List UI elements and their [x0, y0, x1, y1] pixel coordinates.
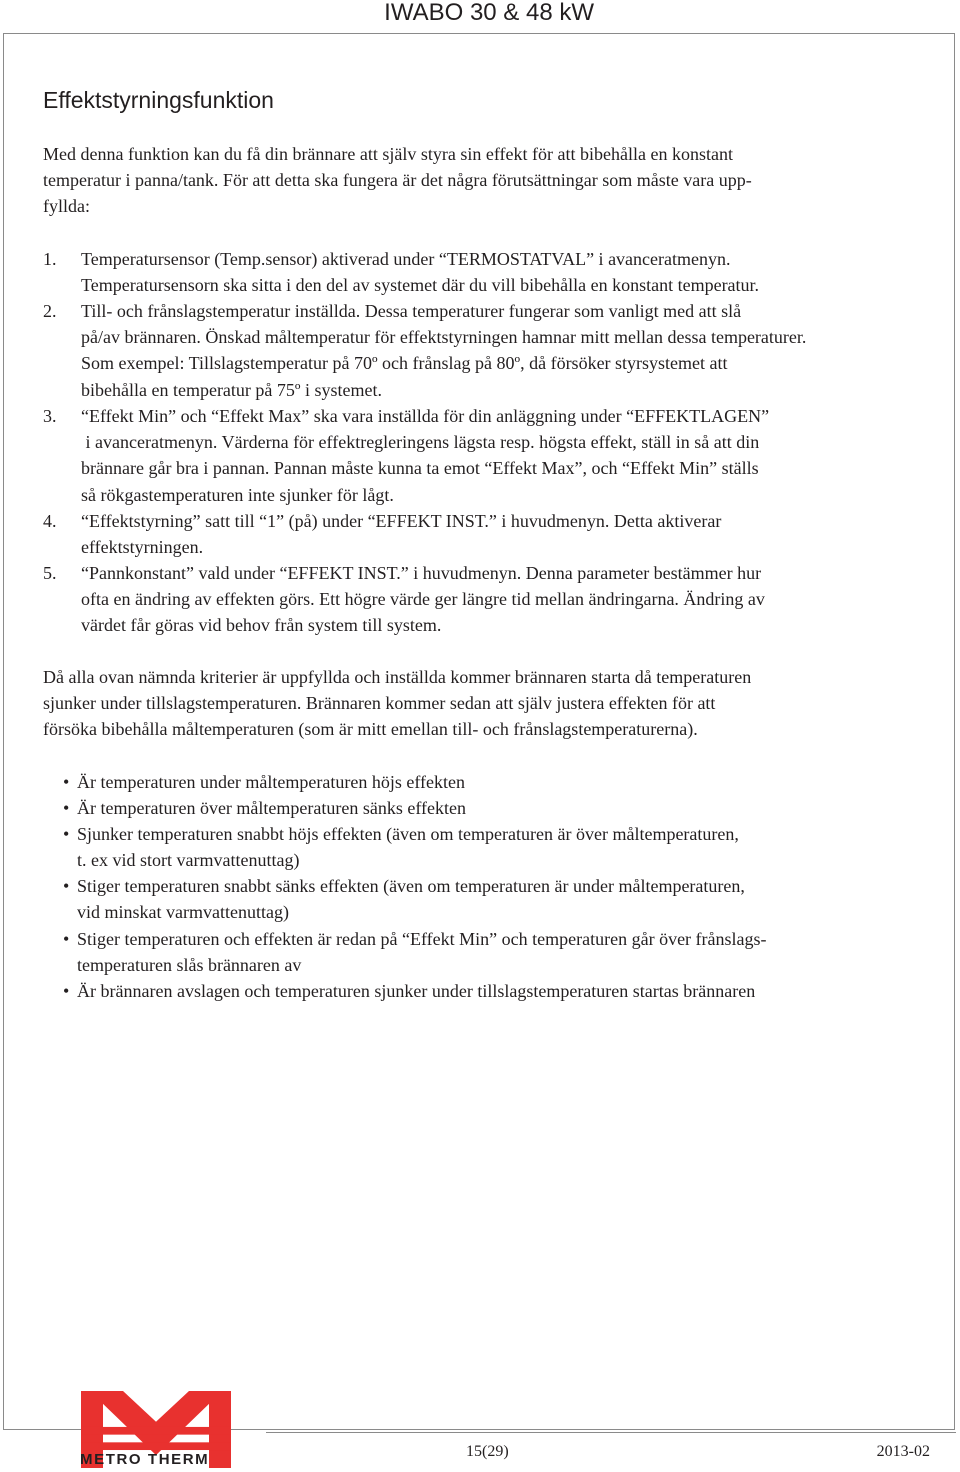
bullet-text [77, 821, 923, 873]
step-number: 4. [43, 511, 57, 531]
bullet-line: Är brännaren avslagen och temperaturen sjunker under tillslagstemperaturen startas brännaren [77, 981, 756, 1001]
intro-paragraph [43, 141, 752, 220]
bullet-symbol: • [63, 929, 70, 949]
step-line: Som exempel: Tillslagstemperatur på 70º och frånslag på 80º, då försöker styrsystemet att [81, 353, 728, 374]
footer-divider [266, 1432, 956, 1433]
bullet-line: temperaturen slås brännaren av [77, 955, 302, 976]
step-line: brännare går bra i pannan. Pannan måste kunna ta emot “Effekt Max”, och “Effekt Min” ställs [81, 458, 759, 479]
step-text [81, 508, 923, 560]
bullet-symbol: • [63, 981, 70, 1001]
intro-line: temperatur i panna/tank. För att detta ska fungera är det några förutsättningar som måste vara upp- [43, 170, 752, 191]
summary-paragraph [43, 664, 751, 743]
document-header-title: IWABO 30 & 48 kW [384, 0, 594, 26]
intro-line: Med denna funktion kan du få din brännare att själv styra sin effekt för att bibehålla en konstant [43, 144, 733, 164]
step-line: Till- och frånslagstemperatur inställda. Dessa temperaturer fungerar som vanligt med att slå [81, 301, 742, 321]
bullet-symbol: • [63, 798, 70, 818]
bullet-symbol: • [63, 772, 70, 792]
step-line: bibehålla en temperatur på 75º i systemet. [81, 379, 382, 400]
document-date: 2013-02 [876, 1443, 930, 1460]
bullet-line: Är temperaturen över måltemperaturen sänks effekten [77, 798, 466, 818]
bullet-text [77, 926, 923, 978]
step-text [81, 298, 923, 403]
bullet-line: Stiger temperaturen och effekten är redan på “Effekt Min” och temperaturen går över frånslags- [77, 929, 767, 949]
page-number: 15(29) [466, 1443, 509, 1460]
bullet-line: vid minskat varmvattenuttag) [77, 902, 289, 923]
step-line: “Effekt Min” och “Effekt Max” ska vara inställda för din anläggning under “EFFEKTLAGEN” [81, 406, 770, 426]
bullet-line: Är temperaturen under måltemperaturen höjs effekten [77, 772, 466, 792]
bullet-line: Sjunker temperaturen snabbt höjs effekten (även om temperaturen är över måltemperaturen, [77, 824, 739, 844]
step-number: 1. [43, 249, 57, 269]
step-text [81, 403, 923, 508]
bullet-text [77, 978, 923, 1004]
step-text [81, 246, 923, 298]
step-line: på/av brännaren. Önskad måltemperatur för effektstyrningen hamnar mitt mellan dessa temperaturer. [81, 327, 807, 348]
bullet-text [77, 873, 923, 925]
step-line: ofta en ändring av effekten görs. Ett högre värde ger längre tid mellan ändringarna. Ändring av [81, 589, 765, 610]
brand-name: METRO THERM [80, 1451, 210, 1468]
step-text [81, 560, 923, 639]
step-line: i avanceratmenyn. Värderna för effektregleringens lägsta resp. högsta effekt, ställ in så att din [81, 432, 760, 453]
summary-line: försöka bibehålla måltemperaturen (som är mitt emellan till- och frånslagstemperaturerna). [43, 719, 698, 740]
bullet-text [77, 769, 923, 795]
step-line: så rökgastemperaturen inte sjunker för lågt. [81, 484, 394, 505]
bullet-symbol: • [63, 824, 70, 844]
step-line: värdet får göras vid behov från system till system. [81, 615, 442, 636]
step-line: Temperatursensor (Temp.sensor) aktiverad under “TERMOSTATVAL” i avanceratmenyn. [81, 249, 731, 269]
step-line: “Pannkonstant” vald under “EFFEKT INST.” i huvudmenyn. Denna parameter bestämmer hur [81, 563, 762, 583]
summary-line: Då alla ovan nämnda kriterier är uppfyllda och inställda kommer brännaren starta då temperaturen [43, 667, 752, 687]
step-line: effektstyrningen. [81, 537, 204, 558]
bullet-line: t. ex vid stort varmvattenuttag) [77, 850, 300, 871]
bullet-text [77, 795, 923, 821]
step-number: 2. [43, 301, 57, 321]
step-line: Temperatursensorn ska sitta i den del av systemet där du vill bibehålla en konstant temperatur. [81, 275, 760, 296]
step-number: 3. [43, 406, 57, 426]
intro-line: fyllda: [43, 196, 90, 217]
section-heading: Effektstyrningsfunktion [43, 87, 274, 113]
step-line: “Effektstyrning” satt till “1” (på) under “EFFEKT INST.” i huvudmenyn. Detta aktiverar [81, 511, 722, 531]
bullet-line: Stiger temperaturen snabbt sänks effekten (även om temperaturen är under måltemperaturen, [77, 876, 745, 896]
step-number: 5. [43, 563, 57, 583]
bullet-symbol: • [63, 876, 70, 896]
summary-line: sjunker under tillslagstemperaturen. Brännaren kommer sedan att själv justera effekten för att [43, 693, 716, 714]
